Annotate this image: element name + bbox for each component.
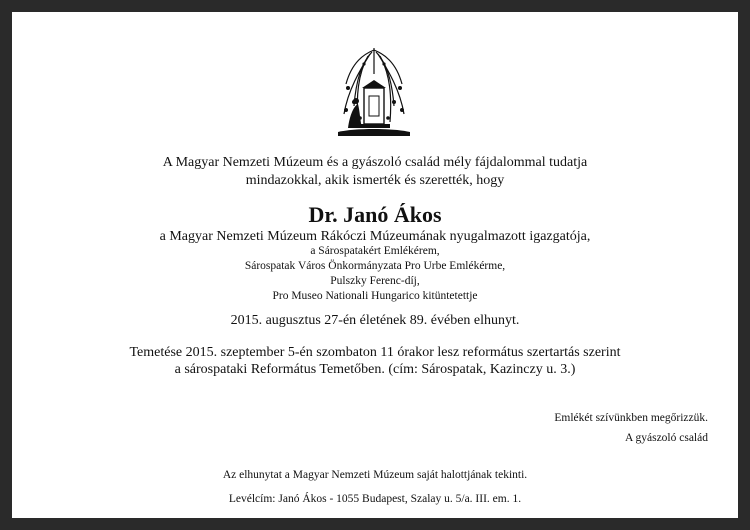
funeral-details: [12, 344, 738, 378]
death-notice: 2015. augusztus 27-én életének 89. évében elhunyt.: [230, 313, 520, 328]
mourning-willow-tomb-icon: [334, 44, 414, 140]
memory-text: Emlékét szívünkben megőrizzük.: [554, 412, 708, 424]
award-item: Sárospatak Város Önkormányzata Pro Urbe Emlékérme,: [244, 260, 506, 272]
intro-line: A Magyar Nemzeti Múzeum és a gyászoló család mély fájdalommal tudatja: [162, 155, 588, 170]
family-signature: A gyászoló család: [624, 432, 708, 444]
funeral-line: Temetése 2015. szeptember 5-én szombaton 11 órakor lesz református szertartás szerint: [129, 345, 621, 360]
awards-list: [12, 244, 738, 304]
postal-address: Levélcím: Janó Ákos - 1055 Budapest, Szalay u. 5/a. III. em. 1.: [228, 493, 522, 505]
award-item: Pulszky Ferenc-díj,: [330, 275, 420, 287]
award-item: a Sárospatakért Emlékérem,: [310, 245, 440, 257]
deceased-position: a Magyar Nemzeti Múzeum Rákóczi Múzeumának nyugalmazott igazgatója,: [159, 229, 591, 244]
obituary-card: [12, 12, 738, 518]
award-item: Pro Museo Nationali Hungarico kitüntetettje: [272, 290, 478, 302]
museum-note: Az elhunytat a Magyar Nemzeti Múzeum saját halottjának tekinti.: [222, 469, 528, 481]
intro-text: [12, 154, 738, 190]
intro-line: mindazokkal, akik ismerték és szerették, hogy: [245, 173, 505, 188]
deceased-name: Dr. Janó Ákos: [308, 202, 442, 227]
funeral-line: a sárospataki Református Temetőben. (cím: Sárospatak, Kazinczy u. 3.): [174, 362, 576, 377]
